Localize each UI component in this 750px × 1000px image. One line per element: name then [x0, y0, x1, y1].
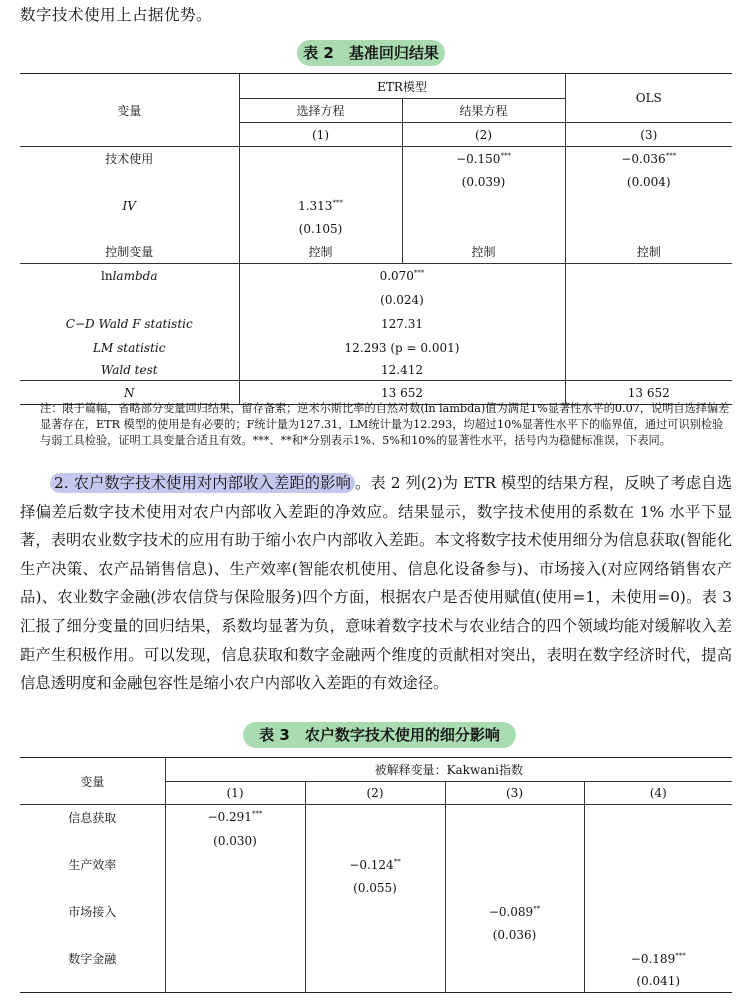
t2-row-lnlambda-label: lnlambda [20, 264, 239, 288]
t3-se: (0.055) [305, 877, 445, 900]
t2-header-ols: OLS [565, 74, 732, 123]
t2-iv-c1-coef: 1.313*** [239, 194, 402, 219]
t2-iv-c1-se: (0.105) [239, 219, 402, 240]
t3-coef: −0.291*** [165, 805, 305, 830]
t3-coef: −0.189*** [584, 947, 732, 971]
table2-caption: 表 2 基准回归结果 [297, 40, 445, 66]
t3-coef: −0.124** [305, 853, 445, 877]
t2-row-controls-label: 控制变量 [105, 244, 154, 259]
t3-coef: −0.089** [445, 900, 584, 924]
t2-row-cdwald-label: C−D Wald F statistic [65, 316, 193, 331]
t3-col1: (1) [165, 782, 305, 805]
t2-controls-c1: 控制 [239, 240, 402, 264]
t2-col3: (3) [565, 123, 732, 147]
t2-row-wald-label: Wald test [100, 362, 158, 377]
t2-n-ols: 13 652 [565, 381, 732, 405]
t2-tech-c3-se: (0.004) [565, 171, 732, 194]
t2-col2: (2) [402, 123, 565, 147]
t2-n-etr: 13 652 [239, 381, 565, 405]
t3-se: (0.041) [584, 971, 732, 993]
t3-row-label: 信息获取 [20, 805, 165, 830]
t2-row-iv-label: IV [122, 199, 136, 213]
table2 [20, 73, 732, 405]
section-heading: 2. 农户数字技术使用对内部收入差距的影响 [50, 473, 355, 493]
t2-row-n-label: N [20, 381, 239, 405]
t2-row-tech-label: 技术使用 [20, 147, 239, 171]
t2-tech-c2-se: (0.039) [402, 171, 565, 194]
t2-lm-value: 12.293 (p = 0.001) [239, 336, 565, 360]
t2-lnlambda-coef: 0.070*** [239, 264, 565, 288]
t3-header-dependent: 被解释变量：Kakwani指数 [165, 758, 732, 782]
t3-col2: (2) [305, 782, 445, 805]
table3-caption: 表 3 农户数字技术使用的细分影响 [243, 722, 516, 748]
t2-controls-c3: 控制 [565, 240, 732, 264]
t3-col3: (3) [445, 782, 584, 805]
t3-row-label: 生产效率 [68, 858, 117, 872]
body-paragraph [20, 469, 732, 698]
t3-row-label: 市场接入 [68, 905, 117, 919]
table2-note: 注：限于篇幅，省略部分变量回归结果，留存备索；逆米尔斯比率的自然对数(ln lambda)值为满足1%显著性水平的0.07，说明自选择偏差显著存在，ETR 模型的使用是有必要的；F统计量为127.31，LM统计量为12.293，均超过10%显著性水平下的临界值，通过可识别检验与弱工具检验，证明工具变量合适且有效。***、**和*分别表示1%、5%和10%的显著性水平，括号内为稳健标准误，下表同。 [40, 402, 730, 447]
t2-tech-c2-coef: −0.150*** [402, 147, 565, 171]
table3 [20, 757, 732, 993]
t2-header-variable: 变量 [117, 103, 142, 118]
t2-wald-value: 12.412 [239, 360, 565, 381]
t2-controls-c2: 控制 [402, 240, 565, 264]
top-line-text: 数字技术使用上占据优势。 [20, 6, 213, 24]
t2-cdwald-value: 127.31 [239, 312, 565, 336]
t2-col1: (1) [239, 123, 402, 147]
t2-tech-c3-coef: −0.036*** [565, 147, 732, 171]
t2-header-selection: 选择方程 [239, 99, 402, 123]
t3-se: (0.036) [445, 924, 584, 947]
t2-header-outcome: 结果方程 [402, 99, 565, 123]
t2-header-etr: ETR模型 [239, 74, 565, 99]
t3-row-label: 数字金融 [68, 952, 117, 966]
paragraph-body: 。表 2 列(2)为 ETR 模型的结果方程，反映了考虑自选择偏差后数字技术使用对农户内部收入差距的净效应。结果显示，数字技术使用的系数在 1% 水平下显著，表明农业数字技术的应用有助于缩小农户内部收入差距。本文将数字技术使用细分为信息获取(智能化生产决策、农产品销售信息)、生产效率(智能农机使用、信息化设备参与)、市场接入(对应网络销售农产品)、农业数字金融(涉农信贷与保险服务)四个方面，根据农户是否使用赋值(使用=1，未使用=0)。表 3 汇报了细分变量的回归结果，系数均显著为负，意味着数字技术与农业结合的四个领域均能对缓解收入差距产生积极作用。可以发现，信息获取和数字金融两个维度的贡献相对突出，表明在数字经济时代，提高信息透明度和金融包容性是缩小农户内部收入差距的有效途径。 [20, 474, 732, 693]
t2-row-lm-label: LM statistic [93, 340, 166, 355]
t2-lnlambda-se: (0.024) [239, 288, 565, 312]
t3-col4: (4) [584, 782, 732, 805]
t3-header-variable: 变量 [80, 774, 105, 789]
t3-se: (0.030) [165, 830, 305, 853]
